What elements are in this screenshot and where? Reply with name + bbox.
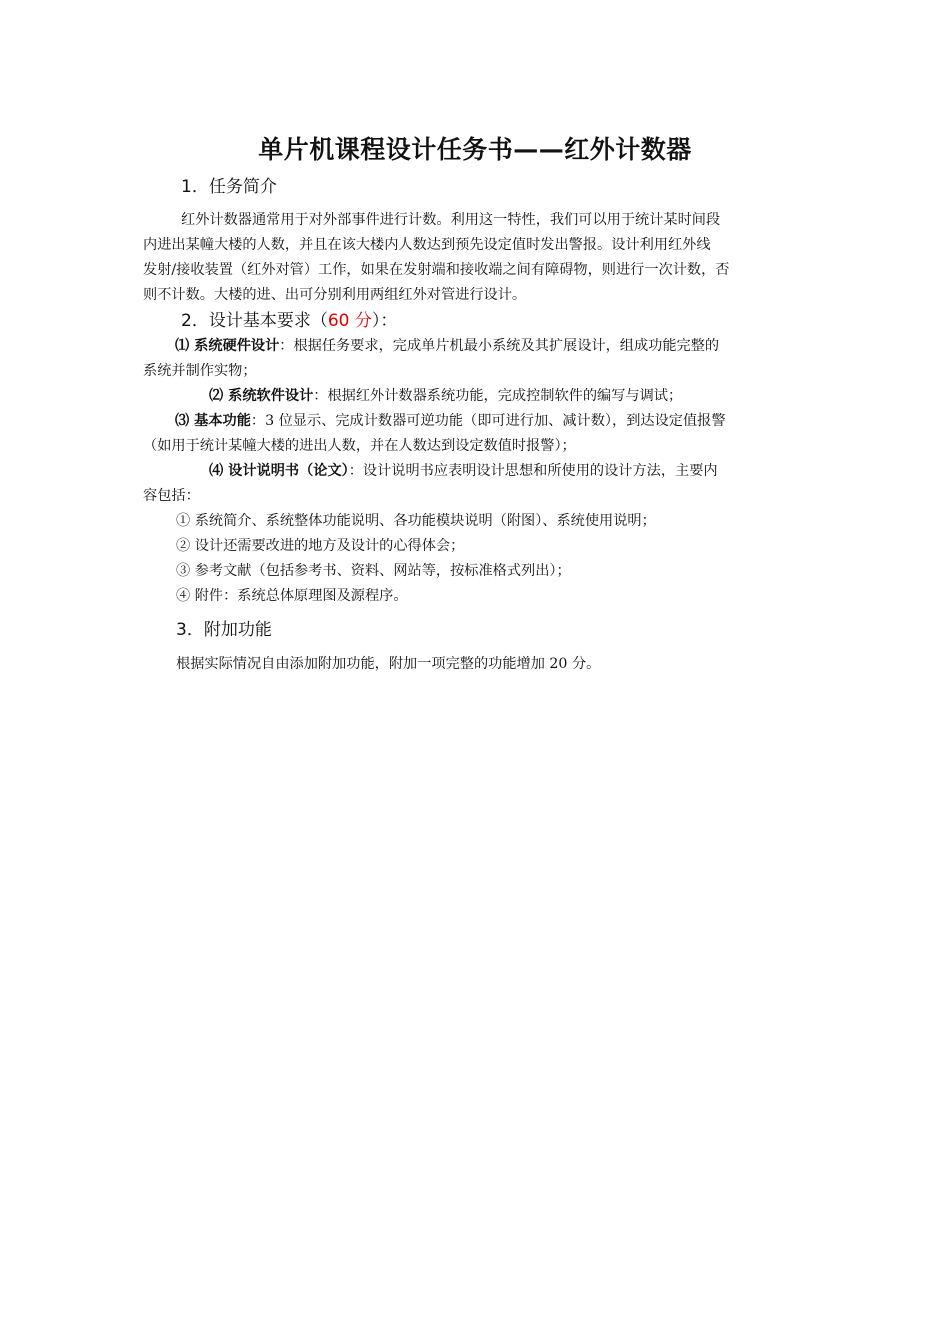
section1-heading: 1．任务简介 <box>181 177 277 197</box>
requirement-hardware-text-2: 系统并制作实物； <box>143 363 257 379</box>
requirement-report-text-1: ：设计说明书应表明设计思想和所使用的设计方法，主要内 <box>348 463 718 479</box>
requirement-hardware-text-1: ：根据任务要求，完成单片机最小系统及其扩展设计，组成功能完整的 <box>279 338 720 354</box>
section2-heading-prefix: 2．设计基本要求（ <box>181 311 328 331</box>
section1-line-3: 发射/接收装置（红外对管）工作，如果在发射端和接收端之间有障碍物，则进行一次计数，否 <box>143 262 730 278</box>
requirement-report <box>143 459 807 509</box>
requirement-basic <box>143 409 807 459</box>
section1-line-4: 则不计数。大楼的进、出可分别利用两组红外对管进行设计。 <box>143 287 527 303</box>
requirement-hardware <box>143 334 807 384</box>
section2-heading <box>181 309 397 333</box>
section3-text: 根据实际情况自由添加附加功能，附加一项完整的功能增加 20 分。 <box>176 656 601 672</box>
requirement-software-text: ：根据红外计数器系统功能，完成控制软件的编写与调试； <box>313 388 683 404</box>
requirement-basic-label: ⑶ 基本功能 <box>175 413 251 429</box>
requirement-software-label: ⑵ 系统软件设计 <box>209 388 314 404</box>
requirement-hardware-label: ⑴ 系统硬件设计 <box>175 338 280 354</box>
requirement-software <box>143 384 807 409</box>
requirement-basic-text-1: ：3 位显示、完成计数器可逆功能（即可进行加、减计数），到达设定值报警 <box>250 413 726 429</box>
section1-line-2: 内进出某幢大楼的人数，并且在该大楼内人数达到预先设定值时发出警报。设计利用红外线 <box>143 237 711 253</box>
section1-paragraph <box>143 208 807 308</box>
requirement-basic-text-2: （如用于统计某幢大楼的进出人数，并在人数达到设定数值时报警）； <box>143 438 576 454</box>
document-title: 单片机课程设计任务书——红外计数器 <box>258 135 692 164</box>
section2-heading-suffix: ）： <box>371 311 398 331</box>
requirement-report-label: ⑷ 设计说明书（论文） <box>209 463 349 479</box>
report-item-3: ③ 参考文献（包括参考书、资料、网站等，按标准格式列出）； <box>176 563 571 579</box>
section1-line-1: 红外计数器通常用于对外部事件进行计数。利用这一特性，我们可以用于统计某时间段 <box>181 212 721 228</box>
report-item-4: ④ 附件：系统总体原理图及源程序。 <box>176 588 408 604</box>
report-item-1: ① 系统简介、系统整体功能说明、各功能模块说明（附图）、系统使用说明； <box>176 513 656 529</box>
requirement-report-text-2: 容包括： <box>143 488 200 504</box>
section2-score: 60 分 <box>327 311 372 331</box>
report-item-2: ② 设计还需要改进的地方及设计的心得体会； <box>176 538 465 554</box>
section3-heading: 3．附加功能 <box>176 620 272 640</box>
